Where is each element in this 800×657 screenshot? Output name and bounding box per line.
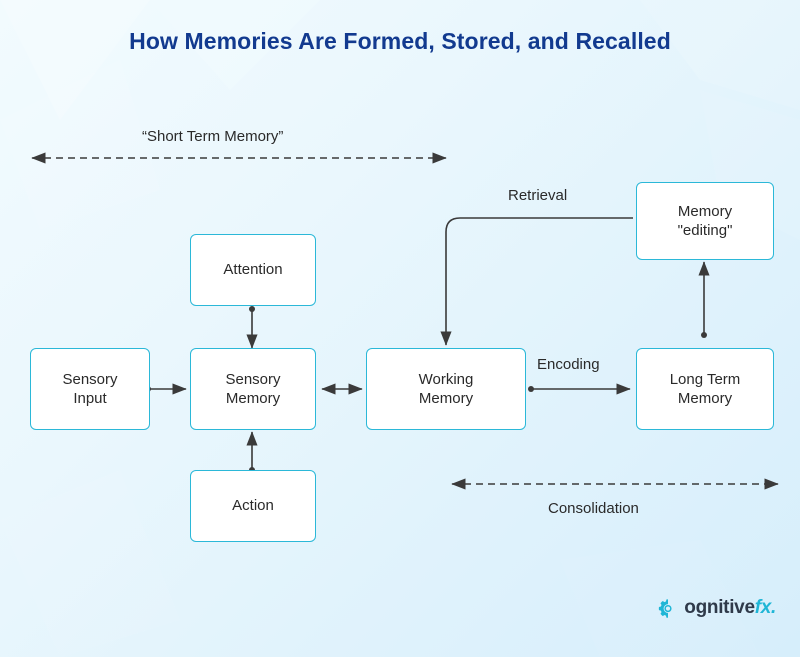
node-action[interactable]: Action — [190, 470, 316, 542]
node-memory-editing[interactable]: Memory "editing" — [636, 182, 774, 260]
node-working-memory[interactable]: Working Memory — [366, 348, 526, 430]
edge-label-encoding: Encoding — [537, 356, 600, 373]
edge-label-retrieval: Retrieval — [508, 187, 568, 204]
logo-name-accent: fx. — [754, 597, 776, 618]
node-sensory-input[interactable]: Sensory Input — [30, 348, 150, 430]
node-long-term-memory[interactable]: Long Term Memory — [636, 348, 774, 430]
node-sensory-memory[interactable]: Sensory Memory — [190, 348, 316, 430]
span-label-consolidation: Consolidation — [548, 500, 639, 517]
node-attention[interactable]: Attention — [190, 234, 316, 306]
logo-wordmark — [684, 597, 776, 619]
logo-name-main: ognitive — [684, 597, 755, 618]
page-title: How Memories Are Formed, Stored, and Recalled — [129, 28, 671, 54]
gear-icon — [657, 597, 679, 619]
logo[interactable] — [657, 597, 776, 619]
span-label-short-term-memory: “Short Term Memory” — [142, 128, 284, 145]
